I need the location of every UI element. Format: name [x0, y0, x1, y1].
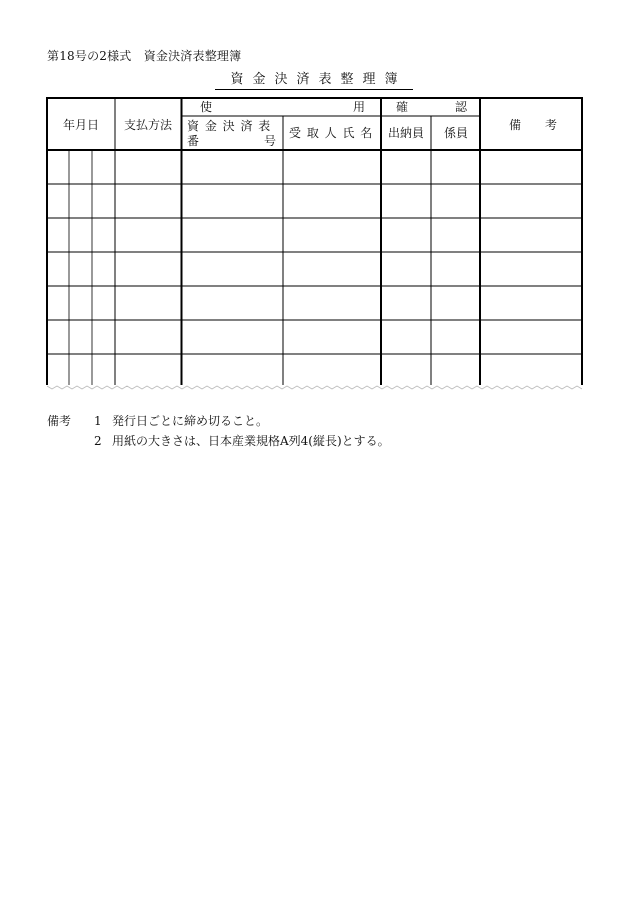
header-confirm-right: 認 — [455, 100, 468, 114]
note-text: 用紙の大きさは、日本産業規格A列4(縦長)とする。 — [112, 434, 390, 448]
header-usage-left: 使 — [200, 100, 213, 114]
notes-section — [47, 411, 390, 451]
note-row-1 — [47, 411, 390, 431]
header-settlement-no-line1: 資 金 決 済 表 — [187, 119, 272, 133]
header-remarks: 備 考 — [509, 118, 558, 132]
form-number: 第18号の2様式 資金決済表整理簿 — [47, 49, 242, 63]
header-settlement-no-line2-left: 番 — [187, 134, 200, 148]
header-date: 年月日 — [63, 118, 100, 132]
continuation-break-line — [47, 386, 582, 389]
header-confirm-left: 確 — [396, 100, 409, 114]
note-number: 1 — [94, 414, 102, 428]
document-title: 資金決済表整理簿 — [215, 73, 413, 90]
header-clerk: 係員 — [444, 126, 469, 140]
header-recipient: 受 取 人 氏 名 — [289, 126, 374, 140]
header-payment-method: 支払方法 — [124, 118, 173, 132]
note-row-2 — [47, 431, 390, 451]
notes-heading: 備考 — [47, 414, 72, 428]
header-cashier: 出納員 — [388, 126, 425, 140]
note-number: 2 — [94, 434, 102, 448]
header-settlement-no-line2-right: 号 — [264, 134, 277, 148]
ledger-table — [0, 0, 630, 400]
note-text: 発行日ごとに締め切ること。 — [112, 414, 269, 428]
header-usage-right: 用 — [353, 100, 366, 114]
